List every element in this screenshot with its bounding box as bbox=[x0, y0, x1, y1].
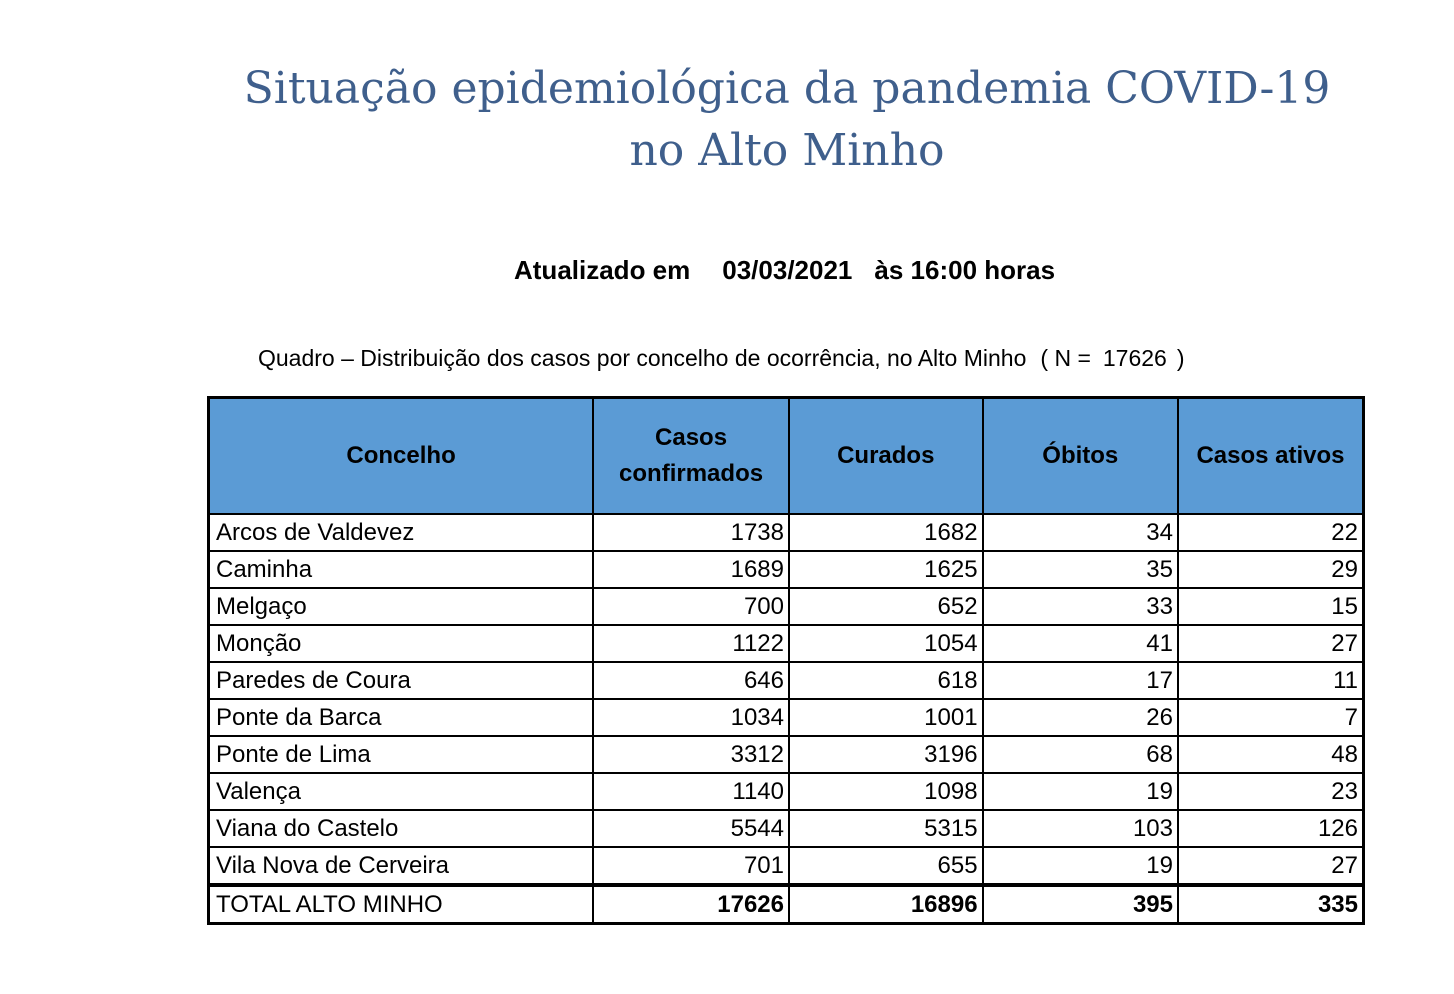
ativos-cell: 7 bbox=[1178, 699, 1364, 736]
page-title bbox=[160, 58, 1414, 182]
obitos-cell: 19 bbox=[983, 773, 1178, 810]
caption-n-value: 17626 bbox=[1102, 345, 1167, 371]
caption-n-label: ( N = bbox=[1040, 345, 1091, 371]
table-row bbox=[209, 625, 1364, 662]
ativos-cell: 29 bbox=[1178, 551, 1364, 588]
table-row bbox=[209, 662, 1364, 699]
header-casos-confirmados bbox=[593, 398, 789, 515]
concelho-cell: Monção bbox=[209, 625, 594, 662]
header-curados: Curados bbox=[789, 398, 983, 515]
header-casos-ativos: Casos ativos bbox=[1178, 398, 1364, 515]
curados-cell: 1682 bbox=[789, 514, 983, 551]
table-row bbox=[209, 847, 1364, 885]
concelho-cell: Viana do Castelo bbox=[209, 810, 594, 847]
curados-cell: 3196 bbox=[789, 736, 983, 773]
table-row bbox=[209, 551, 1364, 588]
header-obitos: Óbitos bbox=[983, 398, 1178, 515]
confirmados-cell: 3312 bbox=[593, 736, 789, 773]
confirmados-cell: 1034 bbox=[593, 699, 789, 736]
table-caption bbox=[258, 345, 1185, 372]
title-line-1: Situação epidemiológica da pandemia COVID-19 bbox=[243, 63, 1331, 114]
curados-cell: 618 bbox=[789, 662, 983, 699]
curados-cell: 655 bbox=[789, 847, 983, 885]
ativos-cell: 27 bbox=[1178, 625, 1364, 662]
curados-cell: 1054 bbox=[789, 625, 983, 662]
concelho-cell: Paredes de Coura bbox=[209, 662, 594, 699]
ativos-cell: 126 bbox=[1178, 810, 1364, 847]
total-confirmados-cell: 17626 bbox=[593, 885, 789, 924]
caption-n-close: ) bbox=[1176, 345, 1185, 371]
update-info bbox=[514, 255, 1055, 286]
updated-label: Atualizado em bbox=[514, 255, 691, 285]
obitos-cell: 68 bbox=[983, 736, 1178, 773]
obitos-cell: 33 bbox=[983, 588, 1178, 625]
concelho-cell: Caminha bbox=[209, 551, 594, 588]
confirmados-cell: 1689 bbox=[593, 551, 789, 588]
confirmados-cell: 701 bbox=[593, 847, 789, 885]
concelho-cell: Ponte de Lima bbox=[209, 736, 594, 773]
ativos-cell: 22 bbox=[1178, 514, 1364, 551]
confirmados-cell: 5544 bbox=[593, 810, 789, 847]
total-curados-cell: 16896 bbox=[789, 885, 983, 924]
obitos-cell: 103 bbox=[983, 810, 1178, 847]
table-row bbox=[209, 736, 1364, 773]
obitos-cell: 17 bbox=[983, 662, 1178, 699]
obitos-cell: 19 bbox=[983, 847, 1178, 885]
obitos-cell: 26 bbox=[983, 699, 1178, 736]
table-row bbox=[209, 699, 1364, 736]
ativos-cell: 48 bbox=[1178, 736, 1364, 773]
ativos-cell: 15 bbox=[1178, 588, 1364, 625]
concelho-cell: Valença bbox=[209, 773, 594, 810]
total-row bbox=[209, 885, 1364, 924]
updated-time: às 16:00 horas bbox=[874, 255, 1056, 285]
concelho-cell: Arcos de Valdevez bbox=[209, 514, 594, 551]
confirmados-cell: 646 bbox=[593, 662, 789, 699]
table-row bbox=[209, 773, 1364, 810]
table-body bbox=[209, 514, 1364, 924]
concelho-cell: Vila Nova de Cerveira bbox=[209, 847, 594, 885]
curados-cell: 1098 bbox=[789, 773, 983, 810]
confirmados-cell: 700 bbox=[593, 588, 789, 625]
header-casos-confirmados-label: Casos confirmados bbox=[619, 424, 764, 487]
total-ativos-cell: 335 bbox=[1178, 885, 1364, 924]
updated-date: 03/03/2021 bbox=[722, 255, 853, 285]
concelho-cell: Ponte da Barca bbox=[209, 699, 594, 736]
ativos-cell: 11 bbox=[1178, 662, 1364, 699]
confirmados-cell: 1140 bbox=[593, 773, 789, 810]
caption-text: Quadro – Distribuição dos casos por concelho de ocorrência, no Alto Minho bbox=[258, 345, 1027, 371]
curados-cell: 1625 bbox=[789, 551, 983, 588]
concelho-cell: Melgaço bbox=[209, 588, 594, 625]
ativos-cell: 27 bbox=[1178, 847, 1364, 885]
title-line-2: no Alto Minho bbox=[629, 125, 945, 176]
obitos-cell: 34 bbox=[983, 514, 1178, 551]
header-concelho: Concelho bbox=[209, 398, 594, 515]
obitos-cell: 35 bbox=[983, 551, 1178, 588]
table-row bbox=[209, 514, 1364, 551]
total-concelho-cell: TOTAL ALTO MINHO bbox=[209, 885, 594, 924]
table-header-row bbox=[209, 398, 1364, 515]
curados-cell: 652 bbox=[789, 588, 983, 625]
confirmados-cell: 1122 bbox=[593, 625, 789, 662]
table-row bbox=[209, 810, 1364, 847]
ativos-cell: 23 bbox=[1178, 773, 1364, 810]
total-obitos-cell: 395 bbox=[983, 885, 1178, 924]
obitos-cell: 41 bbox=[983, 625, 1178, 662]
confirmados-cell: 1738 bbox=[593, 514, 789, 551]
curados-cell: 1001 bbox=[789, 699, 983, 736]
cases-table bbox=[207, 396, 1365, 925]
curados-cell: 5315 bbox=[789, 810, 983, 847]
table-row bbox=[209, 588, 1364, 625]
